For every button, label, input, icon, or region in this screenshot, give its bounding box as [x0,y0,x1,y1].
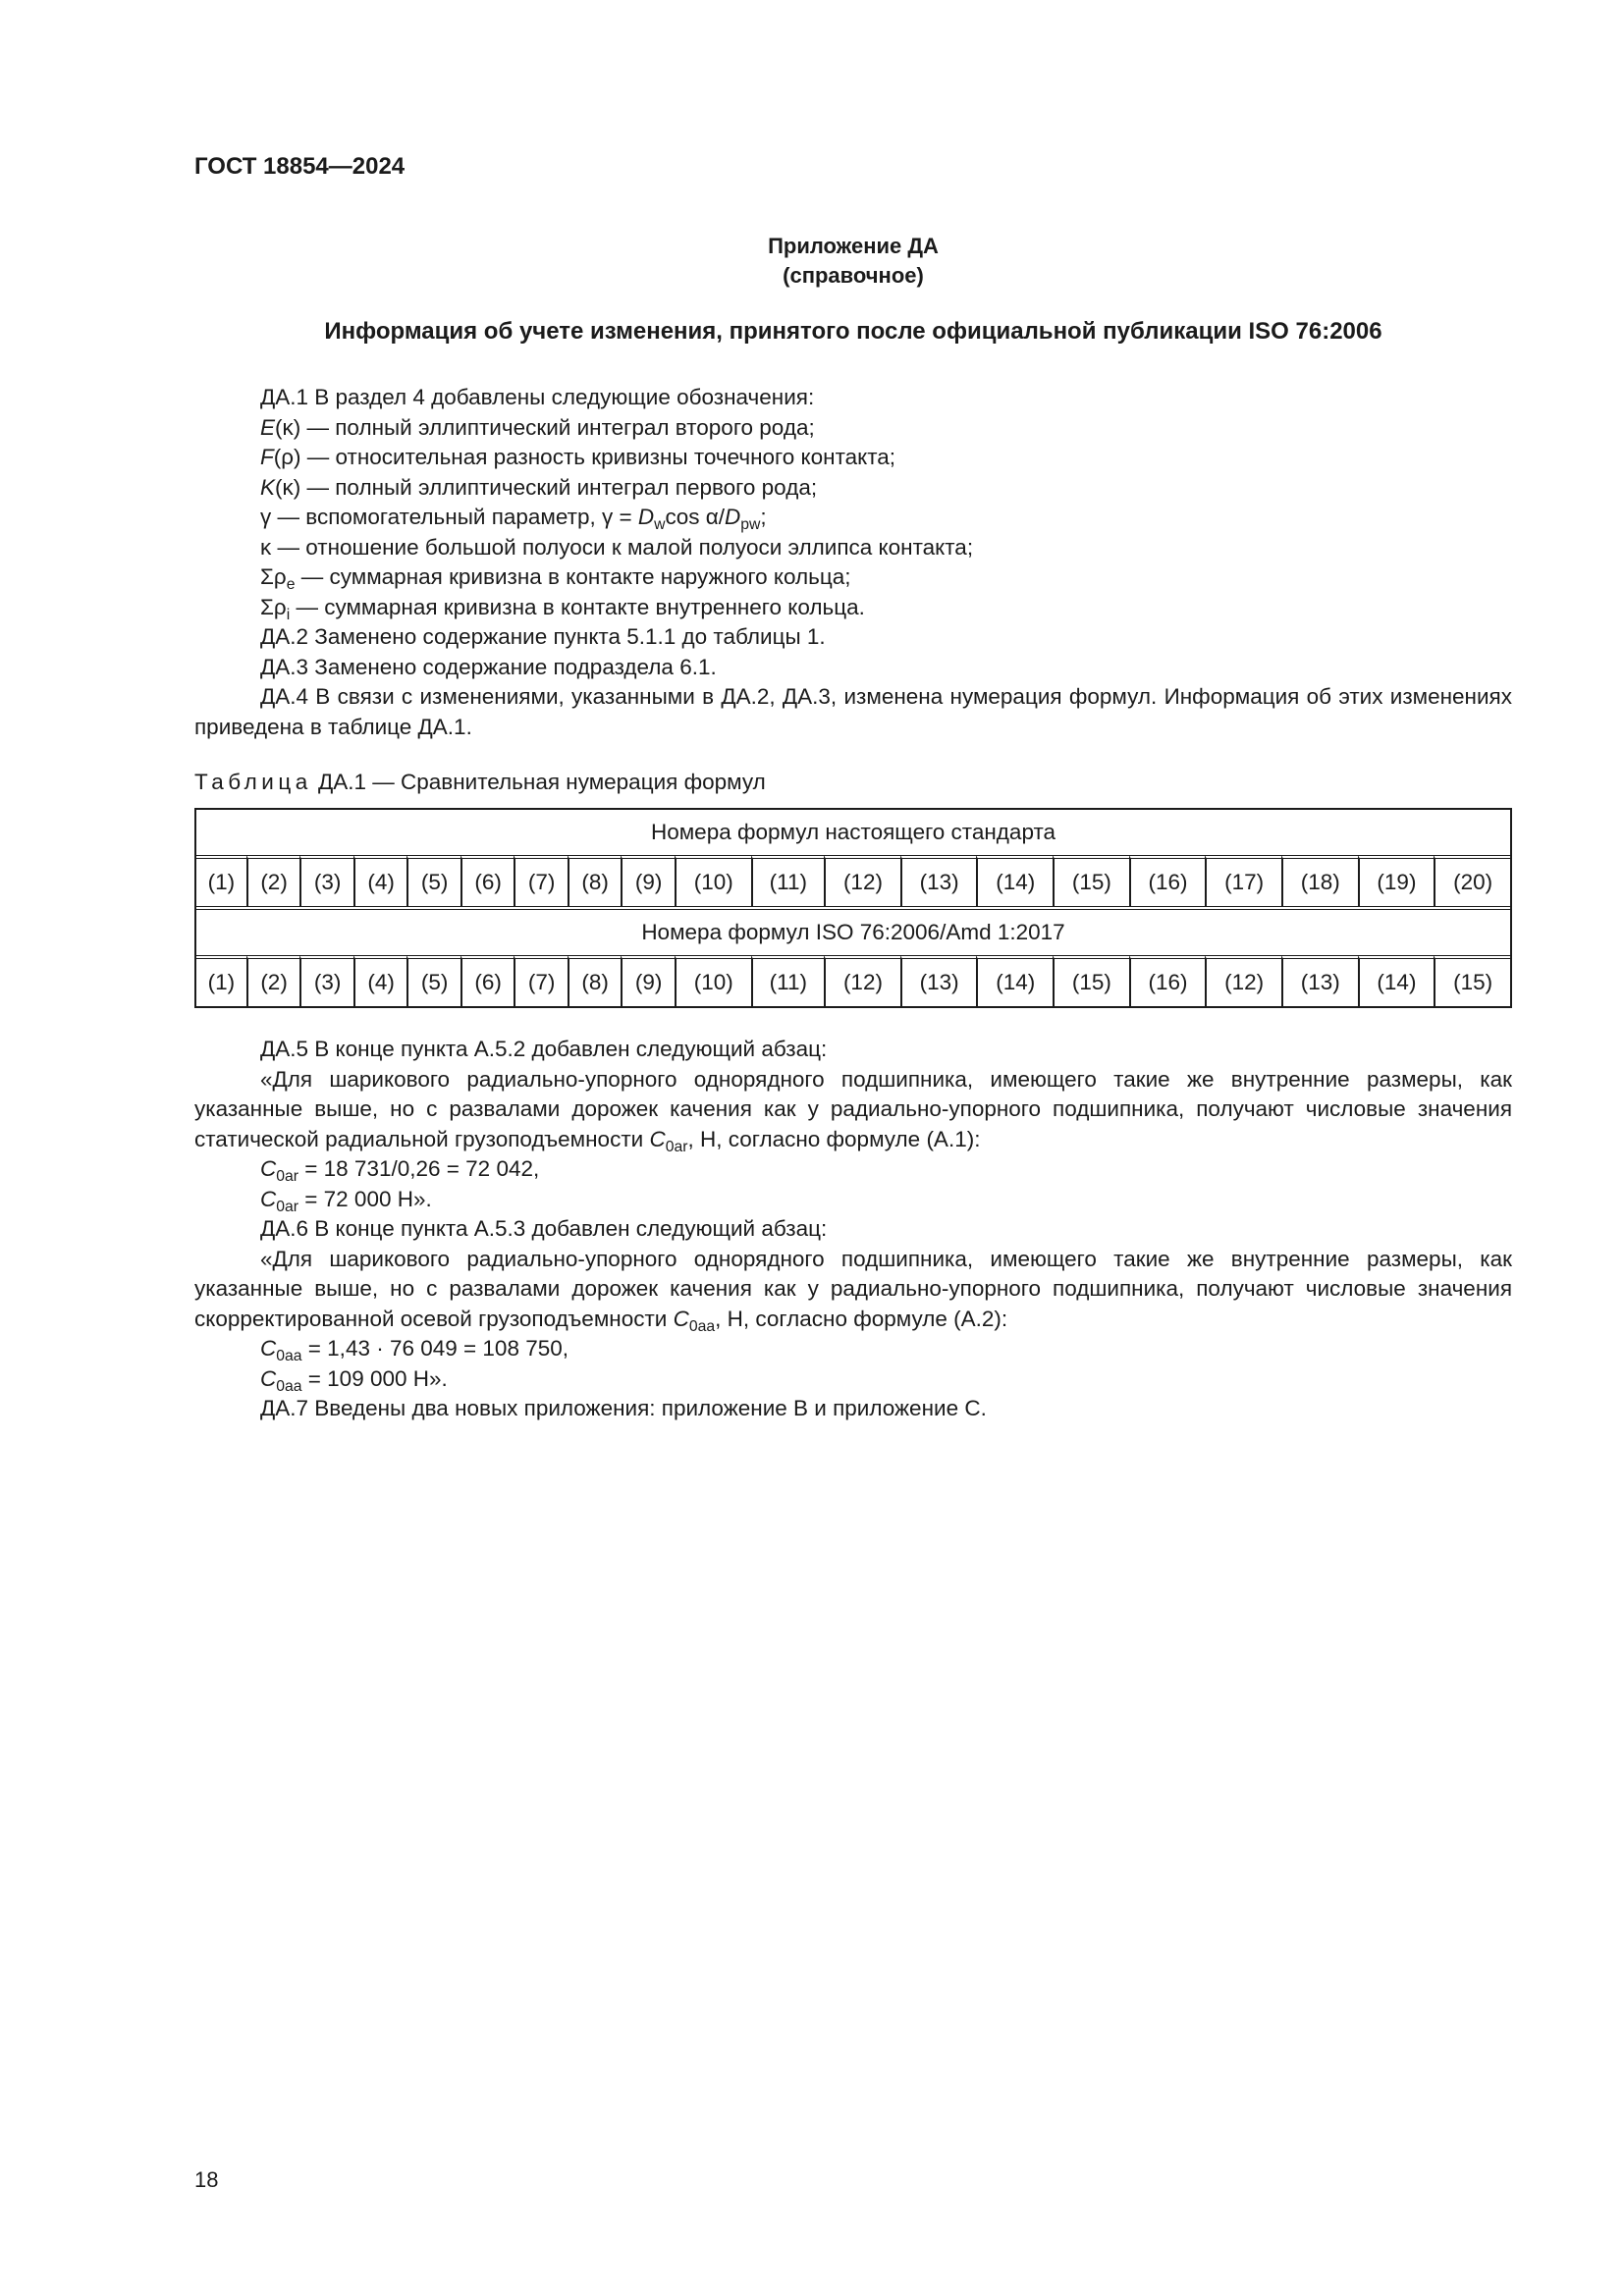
appendix-title: Приложение ДА [768,234,939,258]
formula-number-cell: (18) [1281,855,1358,906]
table-header-iso: Номера формул ISO 76:2006/Amd 1:2017 [196,906,1510,955]
formula-number-cell: (9) [621,855,675,906]
formula-number-cell: (15) [1434,955,1510,1006]
formula-number-cell: (8) [568,855,622,906]
symbol-kappa: κ — отношение большой полуоси к малой полуоси эллипса контакта; [260,534,974,560]
paragraph-da4: ДА.4 В связи с изменениями, указанными в ДА.2, ДА.3, изменена нумерация формул. Информация об этих изменениях приведена в таблице ДА.1. [194,684,1512,739]
appendix-heading: Информация об учете изменения, принятого после официальной публикации ISO 76:2006 [324,318,1382,345]
formula-number-cell: (6) [460,855,514,906]
table-row-iso [196,955,1510,1006]
paragraph-da6: ДА.6 В конце пункта А.5.3 добавлен следующий абзац: [260,1216,828,1241]
table-row-current [196,855,1510,906]
paragraph-da3: ДА.3 Заменено содержание подраздела 6.1. [260,654,717,679]
formula-number-cell: (3) [299,855,353,906]
equation-c0ar-2: $C_{0ar} = 72$ 000 Н». [260,1186,432,1215]
equation-c0ar-1: $C_{0ar} = 18$ 731/0,26 = 72 042, [260,1156,540,1185]
paragraph-da1: ДА.1 В раздел 4 добавлены следующие обозначения: [260,385,815,409]
formula-number-cell: (14) [976,855,1053,906]
formula-number-cell: (8) [568,955,622,1006]
formula-number-cell: (11) [751,955,825,1006]
formula-number-cell: (10) [675,855,751,906]
formula-number-cell: (5) [406,955,460,1006]
formula-number-cell: (7) [514,855,568,906]
formula-number-cell: (9) [621,955,675,1006]
section-da5-da7 [194,1035,1512,1424]
formula-number-cell: (15) [1053,855,1129,906]
formula-number-cell: (13) [900,855,977,906]
formula-number-cell: (1) [196,855,246,906]
formula-number-cell: (14) [976,955,1053,1006]
symbol-k: K(κ) — полный эллиптический интеграл первого рода; [260,474,818,500]
formula-numbering-table [194,808,1512,1008]
table-header-current: Номера формул настоящего стандарта [650,820,1056,844]
symbol-rho-i: $\Sigma\rho_i$ — суммарная кривизна в контакте внутреннего кольца. [260,594,865,623]
formula-number-cell: (13) [1281,955,1358,1006]
appendix-subtitle: (справочное) [783,263,924,288]
formula-number-cell: (16) [1129,855,1206,906]
formula-number-cell: (20) [1434,855,1510,906]
equation-c0aa-2: $C_{0aa} = 109$ 000 Н». [260,1365,448,1395]
formula-number-cell: (13) [900,955,977,1006]
formula-number-cell: (11) [751,855,825,906]
paragraph-da5-quote: «Для шарикового радиально-упорного однорядного подшипника, имеющего такие же внутренние размеры, как указанные выше, но с развалами дорожек качения как у радиально-упорного подшипника, получают числовые значения статической радиальной грузоподъемности $C_{0ar}$, Н, согласно формуле (А.1): [194,1066,1512,1155]
equation-c0aa-1: $C_{0aa} = 1,43 \cdot 76$ 049 = 108 750, [260,1336,569,1364]
section-da1-da4 [194,383,1512,742]
paragraph-da5: ДА.5 В конце пункта А.5.2 добавлен следующий абзац: [260,1037,828,1061]
formula-number-cell: (4) [353,855,407,906]
formula-number-cell: (2) [246,955,300,1006]
formula-number-cell: (12) [824,955,900,1006]
formula-number-cell: (5) [406,855,460,906]
formula-number-cell: (3) [299,955,353,1006]
formula-number-cell: (4) [353,955,407,1006]
standard-header: ГОСТ 18854—2024 [194,153,406,180]
formula-number-cell: (6) [460,955,514,1006]
formula-number-cell: (16) [1129,955,1206,1006]
formula-number-cell: (12) [1205,955,1281,1006]
paragraph-da7: ДА.7 Введены два новых приложения: приложение B и приложение С. [260,1396,987,1420]
formula-number-cell: (14) [1358,955,1435,1006]
formula-number-cell: (12) [824,855,900,906]
paragraph-da2: ДА.2 Заменено содержание пункта 5.1.1 до таблицы 1. [260,624,826,649]
appendix-title-block [194,232,1512,291]
symbol-f: F(ρ) — относительная разность кривизны точечного контакта; [260,445,896,469]
symbol-rho-e: $\Sigma\rho_e$ — суммарная кривизна в контакте наружного кольца; [260,564,851,593]
symbol-gamma: γ — вспомогательный параметр, $\gamma = D_w\cos$ $\alpha/D_{pw}$; [260,505,767,533]
symbol-e: E(κ) — полный эллиптический интеграл второго рода; [260,414,815,440]
formula-number-cell: (10) [675,955,751,1006]
formula-number-cell: (19) [1358,855,1435,906]
paragraph-da6-quote: «Для шарикового радиально-упорного однорядного подшипника, имеющего такие же внутренние размеры, как указанные выше, но с развалами дорожек качения как у радиально-упорного подшипника, получают числовые значения скорректированной осевой грузоподъемности $C_{0aa}$, Н, согласно формуле (А.2): [194,1246,1512,1335]
formula-number-cell: (2) [246,855,300,906]
formula-number-cell: (7) [514,955,568,1006]
formula-number-cell: (1) [196,955,246,1006]
formula-number-cell: (15) [1053,955,1129,1006]
page-number: 18 [194,2167,219,2192]
formula-number-cell: (17) [1205,855,1281,906]
table-caption: Таблица ДА.1 — Сравнительная нумерация формул [194,770,766,794]
